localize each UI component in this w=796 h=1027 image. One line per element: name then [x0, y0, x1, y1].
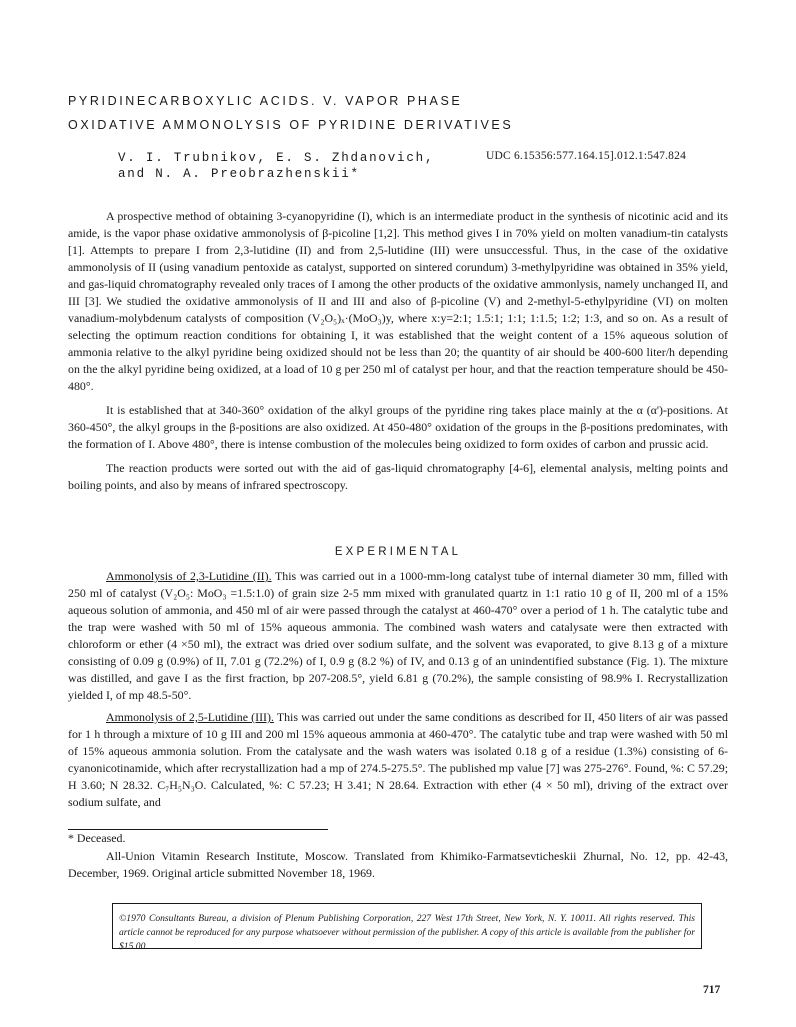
- exp1-text: This was carried out in a 1000-mm-long catalyst tube of internal diameter 30 mm, filled with 250 ml of catalyst (V₂O₅: MoO₃ =1.5:1.0) of grain size 2-5 mm mixed with granulated quartz in 1:1 ratio 10 g of II, 200 ml of a 15% aqueous solution of ammonia, and 450 ml of air were passed through the catalyst at 460-470° over a period of 1 h. The catalytic tube and the trap were washed with 50 ml of 15% aqueous ammonia. The combined wash waters and catalysate were then extracted with chloroform or ether (4 ×50 ml), the extract was dried over sodium sulfate, and the solvent was evaporated, to give 8.13 g of a mixture consisting of 0.09 g (0.9%) of II, 7.01 g (72.2%) of I, 0.9 g (8.2 %) of IV, and 0.13 g of an unindentified substance (Fig. 1). The mixture was distilled, and gave I as the first fraction, bp 207-208.5°, yield 6.81 g (70.2%), the sample consisting of 98.9% I. Recrystallization yielded I, of mp 48.5-50°.: [68, 569, 728, 702]
- introduction: [68, 208, 728, 494]
- experimental-heading: EXPERIMENTAL: [334, 546, 462, 558]
- footnote: * Deceased.: [68, 831, 126, 845]
- intro-paragraph-3: The reaction products were sorted out with the aid of gas-liquid chromatography [4-6], elemental analysis, melting points and boiling points, and also by means of infrared spectroscopy.: [68, 461, 728, 492]
- authors-line-2: and N. A. Preobrazhenskii*: [118, 167, 360, 181]
- exp-paragraph-2: [68, 709, 728, 811]
- intro-paragraph-1: A prospective method of obtaining 3-cyanopyridine (I), which is an intermediate product in the synthesis of nicotinic acid and its amide, is the vapor phase oxidative ammonolysis of β-picoline [1,2]. This method gives I in 70% yield on molten vanadium-tin catalysts [1]. Attempts to prepare I from 2,3-lutidine (II) and from 2,5-lutidine (III) were unsuccessful. Thus, in the case of the oxidative ammonolysis of II (using vanadium pentoxide as catalyst, supported on sintered corundum) 3-methylpyridine was obtained in 35% yield, and gas-liquid chromatography revealed only traces of I among the other products of the oxidative ammonlysis, namely unchanged II, and III [3]. We studied the oxidative ammonolysis of II and III and also of β-picoline (V) and 2-methyl-5-ethylpyridine (VI) on molten vanadium-molybdenum catalysts of composition (V₂O₅)ₓ·(MoO₃)y, where x:y=2:1; 1.5:1; 1:1; 1:1.5; 1:2; 1:3, and so on. As a result of selecting the optimum reaction conditions for obtaining I, it was established that the weight content of a 15% aqueous solution of ammonia relative to the alkyl pyridine being oxidized should not be less than 20; the quantity of air should be 400-600 liter/h depending on the the alkyl pyridine being oxidized, at a load of 10 g per 250 ml of catalyst per hour, and that the reaction temperature should be 450-480°.: [68, 209, 728, 393]
- authors: [118, 150, 434, 182]
- title-line-2: OXIDATIVE AMMONOLYSIS OF PYRIDINE DERIVATIVES: [68, 118, 514, 132]
- exp-paragraph-1: [68, 568, 728, 704]
- exp2-text: This was carried out under the same conditions as described for II, 450 liters of air was passed for 1 h through a mixture of 10 g III and 200 ml 15% aqueous ammonia at 460-470°. The catalytic tube and trap were washed with 50 ml of 15% aqueous ammonia solution. From the catalysate and the wash waters was isolated 0.18 g of a residue (1.3%) consisting of 6-cyanonicotinamide, which after recrystallization had a mp of 274.5-275.5°. The published mp value [7] was 275-276°. Found, %: C 57.29; H 3.60; N 28.32. C₇H₅N₃O. Calculated, %: C 57.23; H 3.41; N 28.64. Extraction with ether (4 × 50 ml), driving of the extract over sodium sulfate, and: [68, 710, 728, 809]
- affiliation-text: All-Union Vitamin Research Institute, Moscow. Translated from Khimiko-Farmatsevticheskii Zhurnal, No. 12, pp. 42-43, December, 1969. Original article submitted November 18, 1969.: [68, 849, 728, 880]
- copyright-text: ©1970 Consultants Bureau, a division of Plenum Publishing Corporation, 227 West 17th Street, New York, N. Y. 10011. All rights reserved. This article cannot be reproduced for any purpose whatsoever without permission of the publisher. A copy of this article is available from the publisher for $15.00.: [119, 913, 695, 952]
- experimental-section: [68, 568, 728, 811]
- copyright-box: [112, 903, 702, 952]
- title-line-1: PYRIDINECARBOXYLIC ACIDS. V. VAPOR PHASE: [68, 94, 463, 108]
- affiliation: [68, 848, 728, 882]
- udc-code: UDC 6.15356:577.164.15].012.1:547.824: [486, 150, 687, 162]
- intro-paragraph-2: It is established that at 340-360° oxidation of the alkyl groups of the pyridine ring takes place mainly at the α (α')-positions. At 360-450°, the alkyl groups in the β-positions are also oxidized. At 450-480° oxidation of the groups in the β-positions predominates, with the formation of I. Above 480°, there is intense combustion of the molecules being oxidized to form oxides of carbon and prussic acid.: [68, 403, 728, 451]
- authors-line-1: V. I. Trubnikov, E. S. Zhdanovich,: [118, 151, 435, 165]
- exp2-heading: Ammonolysis of 2,5-Lutidine (III).: [106, 710, 274, 724]
- exp1-heading: Ammonolysis of 2,3-Lutidine (II).: [106, 569, 272, 583]
- page-number: 717: [703, 984, 721, 996]
